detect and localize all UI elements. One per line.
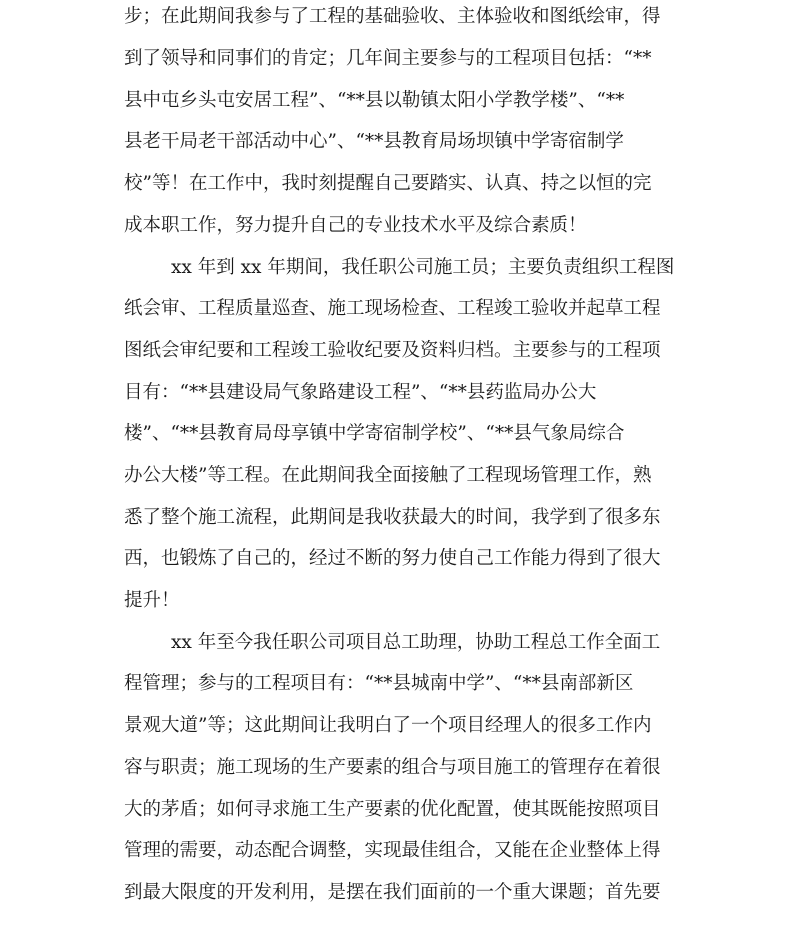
- text-line: 步；在此期间我参与了工程的基础验收、主体验收和图纸绘审，得: [124, 6, 661, 27]
- text-line: 提升！: [124, 590, 180, 611]
- text-line: 大的茅盾；如何寻求施工生产要素的优化配置，使其既能按照项目: [124, 799, 661, 820]
- text-line: 悉了整个施工流程，此期间是我收获最大的时间，我学到了很多东: [124, 507, 661, 528]
- text-line: 纸会审、工程质量巡查、施工现场检查、工程竣工验收并起草工程: [124, 298, 661, 319]
- text-line: 到了领导和同事们的肯定；几年间主要参与的工程项目包括：“**: [124, 48, 652, 69]
- text-line: 到最大限度的开发利用，是摆在我们面前的一个重大课题；首先要: [124, 882, 661, 903]
- paragraph-first-line: xx 年至今我任职公司项目总工助理，协助工程总工作全面工: [171, 632, 661, 653]
- text-line: 容与职责；施工现场的生产要素的组合与项目施工的管理存在着很: [124, 757, 661, 778]
- text-line: 办公大楼”等工程。在此期间我全面接触了工程现场管理工作，熟: [124, 465, 652, 486]
- text-line: 校”等！在工作中，我时刻提醒自己要踏实、认真、持之以恒的完: [124, 173, 652, 194]
- text-line: 景观大道”等；这此期间让我明白了一个项目经理人的很多工作内: [124, 715, 652, 736]
- text-line: 楼”、“**县教育局母享镇中学寄宿制学校”、“**县气象局综合: [124, 423, 625, 444]
- text-line: 管理的需要，动态配合调整，实现最佳组合，又能在企业整体上得: [124, 840, 661, 861]
- text-line: 程管理；参与的工程项目有：“**县城南中学”、“**县南部新区: [124, 673, 634, 694]
- text-line: 西，也锻炼了自己的，经过不断的努力使自己工作能力得到了很大: [124, 548, 661, 569]
- text-line: 目有：“**县建设局气象路建设工程”、“**县药监局办公大: [124, 382, 597, 403]
- text-line: 县老干局老干部活动中心”、“**县教育局场坝镇中学寄宿制学: [124, 131, 624, 152]
- text-line: 图纸会审纪要和工程竣工验收纪要及资料归档。主要参与的工程项: [124, 340, 661, 361]
- paragraph-first-line: xx 年到 xx 年期间，我任职公司施工员；主要负责组织工程图: [171, 257, 675, 278]
- text-line: 县中屯乡头屯安居工程”、“**县以勒镇太阳小学教学楼”、“**: [124, 90, 625, 111]
- text-line: 成本职工作，努力提升自己的专业技术水平及综合素质！: [124, 215, 587, 236]
